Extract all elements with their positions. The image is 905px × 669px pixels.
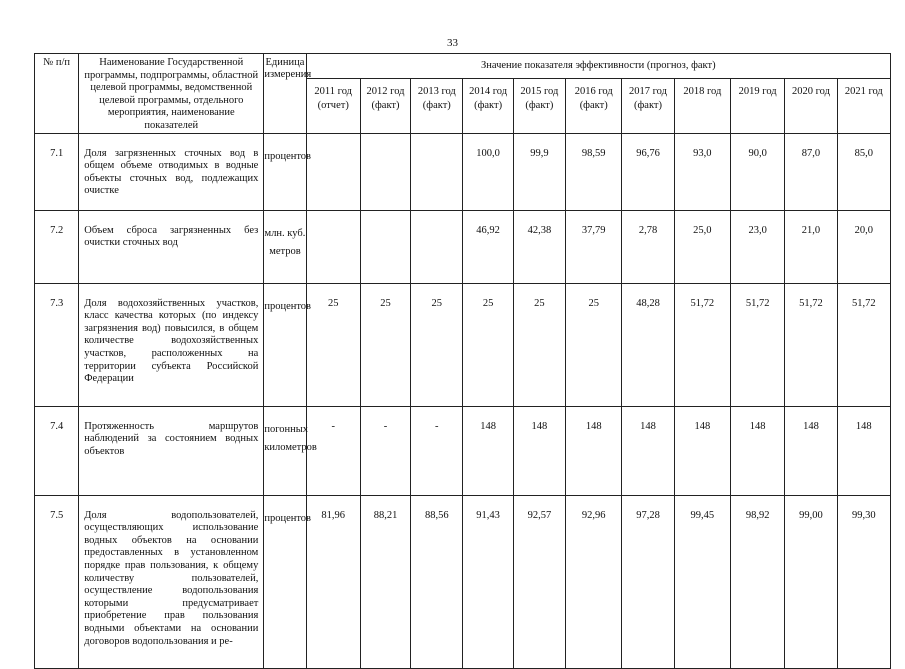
value-cell: 25 bbox=[306, 283, 360, 406]
header-year bbox=[411, 79, 463, 134]
value-cell bbox=[360, 210, 410, 283]
value-cell: 148 bbox=[463, 406, 513, 495]
table-row bbox=[35, 210, 891, 283]
table-row bbox=[35, 133, 891, 210]
indicator-name: Объем сброса загрязненных без очистки сточных вод bbox=[79, 210, 264, 283]
table-row bbox=[35, 495, 891, 668]
value-cell: 97,28 bbox=[622, 495, 674, 668]
value-cell: 148 bbox=[785, 406, 837, 495]
header-no: № п/п bbox=[35, 54, 79, 134]
header-name: Наименование Государственной программы, подпрограммы, областной целевой программы, ведомственной целевой программы, отдельного мероприятия, наименование показателей bbox=[79, 54, 264, 134]
value-cell bbox=[411, 210, 463, 283]
unit-cell: процентов bbox=[264, 283, 306, 406]
header-year-label: 2016 год bbox=[574, 86, 613, 97]
header-year-label: 2013 год bbox=[417, 86, 456, 97]
header-year bbox=[674, 79, 730, 134]
value-cell bbox=[360, 133, 410, 210]
header-year bbox=[513, 79, 565, 134]
indicator-name: Доля водохозяйственных участков, класс качества которых (по индексу загрязнения вод) повысился, в общем количестве водохозяйственных участков, расположенных на территории субъекта Российской Федерации bbox=[79, 283, 264, 406]
value-cell: 25 bbox=[463, 283, 513, 406]
header-year-label: 2019 год bbox=[738, 86, 777, 97]
value-cell: 99,9 bbox=[513, 133, 565, 210]
value-cell: 93,0 bbox=[674, 133, 730, 210]
value-cell bbox=[306, 210, 360, 283]
header-year-label: 2011 год bbox=[314, 86, 352, 97]
value-cell: - bbox=[360, 406, 410, 495]
value-cell: 99,30 bbox=[837, 495, 890, 668]
header-year-label: 2014 год bbox=[469, 86, 508, 97]
header-year bbox=[306, 79, 360, 134]
page-number: 33 bbox=[447, 37, 458, 49]
header-year-label: 2017 год bbox=[629, 86, 667, 97]
indicator-name: Доля загрязненных сточных вод в общем объеме отводимых в водные объекты сточных вод, подлежащих очистке bbox=[79, 133, 264, 210]
value-cell: - bbox=[411, 406, 463, 495]
value-cell: 99,00 bbox=[785, 495, 837, 668]
value-cell: 148 bbox=[730, 406, 784, 495]
value-cell: 87,0 bbox=[785, 133, 837, 210]
value-cell: 46,92 bbox=[463, 210, 513, 283]
row-number: 7.1 bbox=[35, 133, 79, 210]
value-cell: 25 bbox=[566, 283, 622, 406]
value-cell: 25 bbox=[411, 283, 463, 406]
value-cell: 148 bbox=[837, 406, 890, 495]
value-cell: 90,0 bbox=[730, 133, 784, 210]
table-row bbox=[35, 406, 891, 495]
table-row bbox=[35, 283, 891, 406]
value-cell: 98,92 bbox=[730, 495, 784, 668]
value-cell: 92,96 bbox=[566, 495, 622, 668]
value-cell: 85,0 bbox=[837, 133, 890, 210]
header-year-note: (факт) bbox=[634, 100, 663, 111]
value-cell: 25 bbox=[360, 283, 410, 406]
unit-cell: процентов bbox=[264, 133, 306, 210]
value-cell: 88,56 bbox=[411, 495, 463, 668]
value-cell: 37,79 bbox=[566, 210, 622, 283]
value-cell: 42,38 bbox=[513, 210, 565, 283]
value-cell: 25,0 bbox=[674, 210, 730, 283]
header-year-note: (факт) bbox=[474, 100, 503, 111]
indicator-name: Доля водопользователей, осуществляющих использование водных объектов на основании предоставленных в установленном порядке прав пользования, к общему количеству пользователей, осуществление водопользования которыми предусматривает приобретение прав пользования водными объектами на основании договоров водопользования и ре- bbox=[79, 495, 264, 668]
row-number: 7.3 bbox=[35, 283, 79, 406]
value-cell: 20,0 bbox=[837, 210, 890, 283]
indicator-name: Протяженность маршрутов наблюдений за состоянием водных объектов bbox=[79, 406, 264, 495]
value-cell: 25 bbox=[513, 283, 565, 406]
header-year bbox=[622, 79, 674, 134]
value-cell: 51,72 bbox=[785, 283, 837, 406]
value-cell: 98,59 bbox=[566, 133, 622, 210]
unit-cell: млн. куб. метров bbox=[264, 210, 306, 283]
value-cell bbox=[306, 133, 360, 210]
header-year-note: (факт) bbox=[525, 100, 554, 111]
header-year-note: (отчет) bbox=[317, 100, 349, 111]
header-year-note: (факт) bbox=[371, 100, 400, 111]
header-row-top bbox=[35, 54, 891, 79]
value-cell: - bbox=[306, 406, 360, 495]
header-year-note: (факт) bbox=[422, 100, 451, 111]
value-cell: 148 bbox=[622, 406, 674, 495]
value-cell bbox=[411, 133, 463, 210]
value-cell: 88,21 bbox=[360, 495, 410, 668]
value-cell: 51,72 bbox=[837, 283, 890, 406]
indicators-table bbox=[34, 53, 891, 669]
header-year-label: 2018 год bbox=[683, 86, 722, 97]
value-cell: 100,0 bbox=[463, 133, 513, 210]
row-number: 7.4 bbox=[35, 406, 79, 495]
value-cell: 48,28 bbox=[622, 283, 674, 406]
header-year-label: 2012 год bbox=[366, 86, 405, 97]
value-cell: 2,78 bbox=[622, 210, 674, 283]
value-cell: 96,76 bbox=[622, 133, 674, 210]
value-cell: 51,72 bbox=[730, 283, 784, 406]
value-cell: 148 bbox=[566, 406, 622, 495]
header-year-label: 2020 год bbox=[791, 86, 830, 97]
row-number: 7.5 bbox=[35, 495, 79, 668]
header-year bbox=[730, 79, 784, 134]
header-year-label: 2021 год bbox=[844, 86, 883, 97]
value-cell: 148 bbox=[513, 406, 565, 495]
value-cell: 91,43 bbox=[463, 495, 513, 668]
value-cell: 51,72 bbox=[674, 283, 730, 406]
value-cell: 21,0 bbox=[785, 210, 837, 283]
header-year bbox=[837, 79, 890, 134]
header-year-note: (факт) bbox=[579, 100, 608, 111]
value-cell: 148 bbox=[674, 406, 730, 495]
header-year bbox=[463, 79, 513, 134]
header-year-label: 2015 год bbox=[520, 86, 559, 97]
value-cell: 99,45 bbox=[674, 495, 730, 668]
unit-cell: погонных километров bbox=[264, 406, 306, 495]
value-cell: 81,96 bbox=[306, 495, 360, 668]
header-year bbox=[360, 79, 410, 134]
header-year bbox=[785, 79, 837, 134]
header-group: Значение показателя эффективности (прогноз, факт) bbox=[306, 54, 890, 79]
header-year bbox=[566, 79, 622, 134]
value-cell: 23,0 bbox=[730, 210, 784, 283]
header-unit: Единица измерения bbox=[264, 54, 306, 134]
value-cell: 92,57 bbox=[513, 495, 565, 668]
unit-cell: процентов bbox=[264, 495, 306, 668]
row-number: 7.2 bbox=[35, 210, 79, 283]
